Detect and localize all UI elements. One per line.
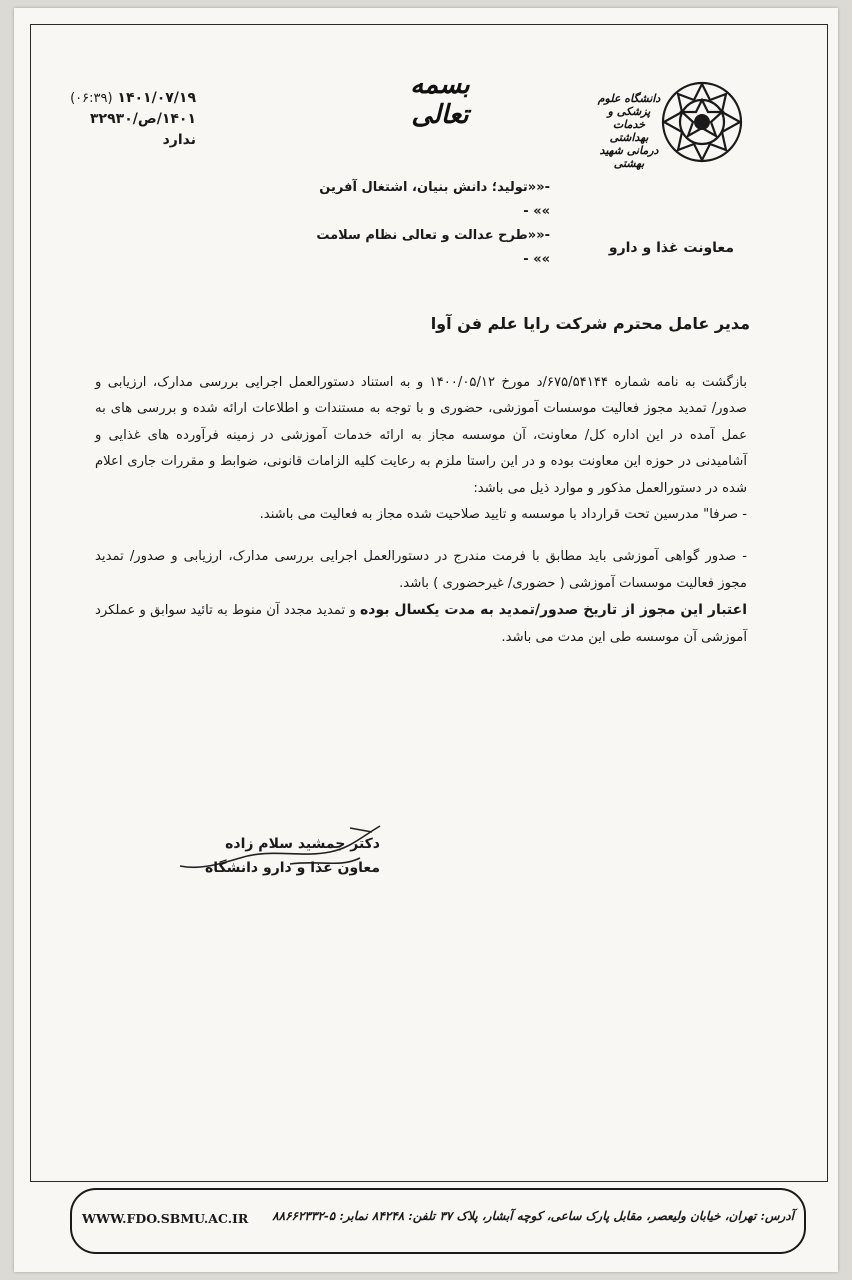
validity-statement: اعتبار این مجوز از تاریخ صدور/تمدید به مدت یکسال بوده xyxy=(360,602,747,619)
footer-website: WWW.FDO.SBMU.AC.IR xyxy=(82,1211,249,1226)
slogans xyxy=(300,176,550,272)
signer-title: معاون غذا و دارو دانشگاه xyxy=(204,860,380,876)
footer-bar xyxy=(70,1188,806,1254)
university-name: دانشگاه علوم پزشکی و خدمات بهداشتی درمانی شهید بهشتی xyxy=(597,92,661,170)
letter-body xyxy=(95,370,747,651)
body-paragraph-3: - صدور گواهی آموزشی باید مطابق با فرمت مندرج در دستورالعمل اجرایی بررسی مدارک، ارزیابی و صدور/ تمدید مجوز فعالیت موسسات آموزشی ( حضوری/ غیرحضوری ) باشد. xyxy=(95,549,747,591)
signer-name: دکتر جمشید سلام زاده xyxy=(225,836,380,852)
footer-address: آدرس: تهران، خیابان ولیعصر، مقابل پارک ساعی، کوچه آبشار، پلاک ۳۷ تلفن: ۸۴۲۴۸ نمابر: ۵-۸۸۶۶۲۳۳۲ xyxy=(272,1209,794,1223)
body-paragraph-1: بازگشت به نامه شماره ۶۷۵/۵۴۱۴۴/د مورخ ۱۴۰۰/۰۵/۱۲ و به استناد دستورالعمل اجرایی بررسی مدارک، ارزیابی و صدور/ تمدید مجوز فعالیت موسسات آموزشی، حضوری و با توجه به مستندات و اطلاعات ارائه شده و بررسی های به عمل آمده در این اداره کل/ معاونت، آن موسسه مجاز به ارائه خدمات آموزشی در زمینه فرآورده های غذایی و آشامیدنی در حوزه این معاونت بوده و در این راستا ملزم به رعایت کلیه الزامات قانونی، ضوابط و مقررات جاری اعلام شده در دستورالعمل مذکور و موارد ذیل می باشد: xyxy=(95,375,747,496)
body-paragraph-2: - صرفا" مدرسین تحت قرارداد با موسسه و تایید صلاحیت شده مجاز به فعالیت می باشند. xyxy=(259,507,747,523)
body-paragraph-4 xyxy=(95,597,747,651)
validity-statement-rest: و تمدید مجدد آن منوط به تائید سوابق و عملکرد آموزشی آن موسسه طی این مدت می باشد. xyxy=(95,603,747,645)
recipient-line: مدیر عامل محترم شرکت رایا علم فن آوا xyxy=(430,314,750,333)
letter-date-row xyxy=(36,88,196,109)
bismillah-heading: بسمه تعالی xyxy=(410,70,470,130)
letter-attachment: ندارد xyxy=(162,132,196,148)
letter-number: ۱۴۰۱/ص/۳۲۹۳۰ xyxy=(90,111,196,127)
slogan-1: -««تولید؛ دانش بنیان، اشتغال آفرین »» - xyxy=(319,180,550,219)
document-meta xyxy=(36,88,196,151)
letter-date: ۱۴۰۱/۰۷/۱۹ xyxy=(117,90,196,106)
university-emblem-icon xyxy=(660,80,744,164)
department-name: معاونت غذا و دارو xyxy=(608,240,734,256)
signature-block xyxy=(180,832,380,892)
slogan-2: -««طرح عدالت و تعالی نظام سلامت »» - xyxy=(316,228,550,267)
letter-time: (۰۶:۳۹) xyxy=(70,91,113,106)
